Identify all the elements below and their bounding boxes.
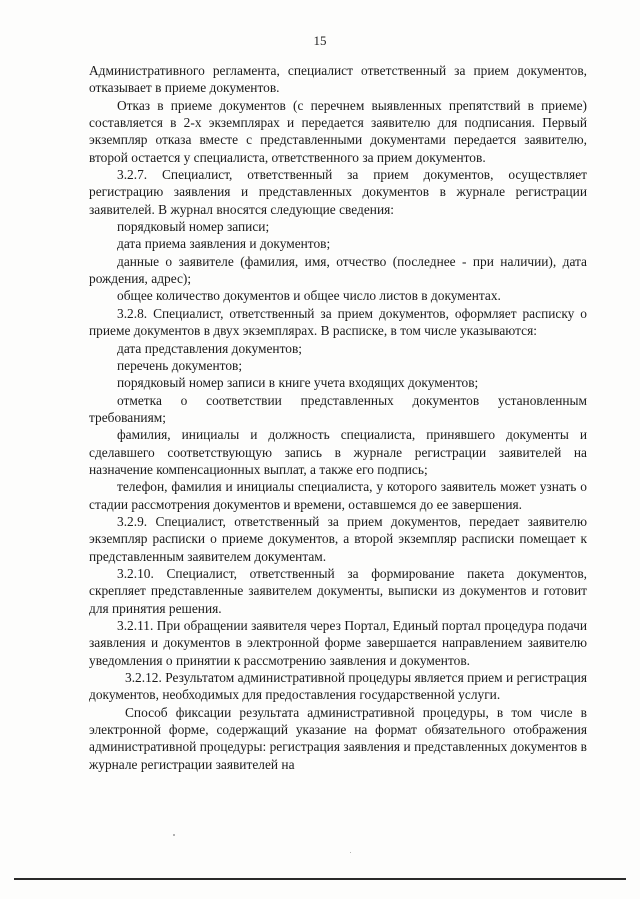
list-item: фамилия, инициалы и должность специалиста, принявшего документы и сделавшего соответствующую запись в журнале регистрации заявителей на назначение компенсационных выплат, а также его подпись; <box>89 427 587 477</box>
paragraph-3-2-8: 3.2.8. Специалист, ответственный за прием документов, оформляет расписку о приеме документов в двух экземплярах. В расписке, в том числе указываются: <box>89 305 587 339</box>
list-item: дата приема заявления и документов; <box>117 236 331 252</box>
list-item: дата представления документов; <box>117 340 303 356</box>
list-item: данные о заявителе (фамилия, имя, отчество (последнее - при наличии), дата рождения, адрес); <box>89 253 587 287</box>
paragraph-3-2-12: 3.2.12. Результатом административной процедуры является прием и регистрация документов, необходимых для предоставления государственной услуги. <box>89 670 587 703</box>
list-item: отметка о соответствии представленных документов установленным требованиям; <box>89 392 587 425</box>
paragraph-3-2-11: 3.2.11. При обращении заявителя через Портал, Единый портал процедура подачи заявления и документов в электронной форме завершается направлением заявителю уведомления о принятии к рассмотрению заявления и документов. <box>89 618 587 668</box>
list-item: порядковый номер записи в книге учета входящих документов; <box>117 375 479 391</box>
scan-bottom-edge-line <box>14 878 626 880</box>
list-item: порядковый номер записи; <box>117 219 270 235</box>
paragraph-3-2-10: 3.2.10. Специалист, ответственный за формирование пакета документов, скрепляет представленные заявителем документы, выписки из документов и готовит для принятия решения. <box>89 565 587 616</box>
list-item: перечень документов; <box>117 357 243 373</box>
paragraph-3-2-7: 3.2.7. Специалист, ответственный за прием документов, осуществляет регистрацию заявления и представленных документов в журнале регистрации заявителей. В журнал вносятся следующие сведения: <box>89 167 587 217</box>
paragraph-3-2-9: 3.2.9. Специалист, ответственный за прием документов, передает заявителю экземпляр расписки о приеме документов, а второй экземпляр расписки помещает к представленным заявителем документам. <box>89 513 587 564</box>
paragraph-result-fixation: Способ фиксации результата административной процедуры, в том числе в электронной форме, содержащий указание на формат обязательного отображения административной процедуры: регистрация заявления и представленных документов в журнале регистрации заявителей на <box>89 704 587 772</box>
page-number: 15 <box>313 33 327 48</box>
list-item: общее количество документов и общее число листов в документах. <box>117 288 501 304</box>
document-body <box>89 62 587 773</box>
paragraph-continuation: Административного регламента, специалист ответственный за прием документов, отказывает в приеме документов. <box>89 63 587 96</box>
list-item: телефон, фамилия и инициалы специалиста, у которого заявитель может узнать о стадии рассмотрения документов и времени, оставшемся до ее завершения. <box>89 479 587 512</box>
scan-speck <box>173 834 175 836</box>
paragraph-refusal: Отказ в приеме документов (с перечнем выявленных препятствий в приеме) составляется в 2-х экземплярах и передается заявителю для подписания. Первый экземпляр отказа вместе с представленными документами передается заявителю, второй остается у специалиста, ответственного за прием документов. <box>89 97 587 165</box>
scan-speck <box>350 852 351 853</box>
